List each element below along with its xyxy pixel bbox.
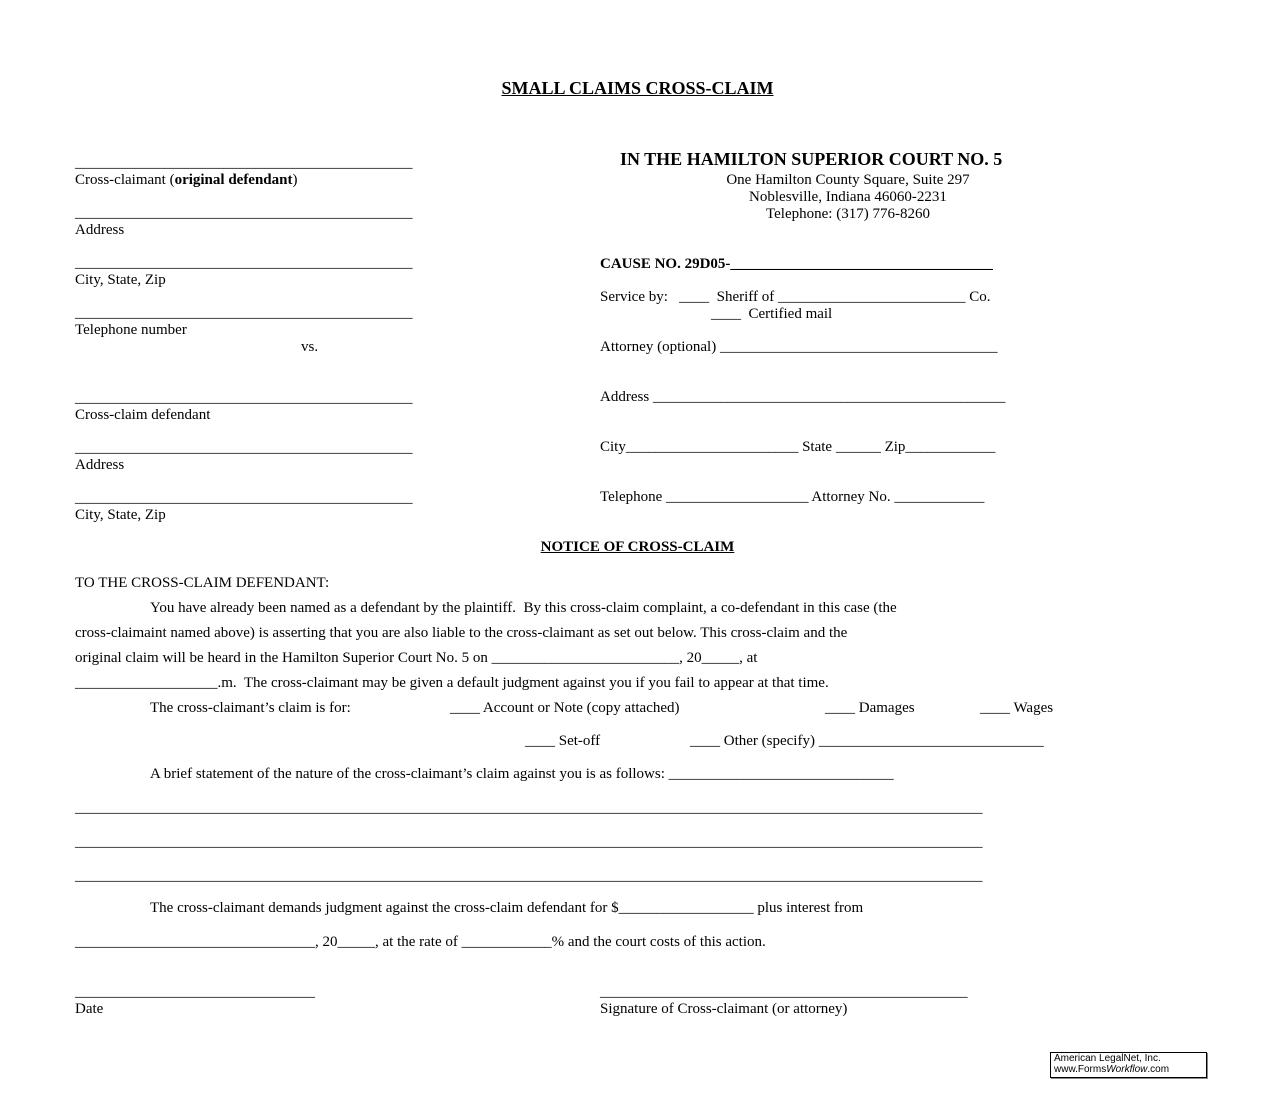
defendant-address-label: Address: [75, 457, 125, 473]
telephone-label: Telephone number: [75, 322, 187, 338]
notice-para-3[interactable]: original claim will be heard in the Hamilton Superior Court No. 5 on _________________________, 20_____, at: [75, 650, 758, 666]
court-name: IN THE HAMILTON SUPERIOR COURT NO. 5: [620, 149, 1003, 169]
logo-line-2: [1054, 1064, 1206, 1075]
option-wages[interactable]: ____ Wages: [980, 700, 1054, 716]
telephone-line[interactable]: _____________________________________________: [75, 305, 413, 321]
statement-line[interactable]: _________________________________________________________________________________________________________________________: [75, 834, 983, 850]
attorney-field[interactable]: Attorney (optional) _____________________________________: [600, 339, 998, 355]
court-phone: Telephone: (317) 776-8260: [766, 206, 930, 222]
option-damages[interactable]: ____ Damages: [825, 700, 915, 716]
defendant-line[interactable]: _____________________________________________: [75, 390, 413, 406]
signature-line[interactable]: _________________________________________________: [600, 984, 968, 1000]
notice-para-1: You have already been named as a defendant by the plaintiff. By this cross-claim complaint, a co-defendant in this case (the: [150, 600, 897, 616]
option-account[interactable]: ____ Account or Note (copy attached): [450, 700, 680, 716]
signature-label: Signature of Cross-claimant (or attorney): [600, 1001, 848, 1017]
date-line[interactable]: ________________________________: [75, 984, 315, 1000]
american-legalnet-logo: [1050, 1052, 1207, 1078]
logo-text: .com: [1147, 1064, 1170, 1075]
notice-to: TO THE CROSS-CLAIM DEFENDANT:: [75, 575, 330, 591]
cross-claimant-label: [75, 172, 298, 189]
claim-for-label: The cross-claimant’s claim is for:: [150, 700, 351, 716]
service-sheriff-field[interactable]: Service by: ____ Sheriff of _________________________ Co.: [600, 289, 991, 305]
label-bold: original defendant: [174, 172, 293, 188]
address-label: Address: [75, 222, 125, 238]
vs-label: vs.: [301, 339, 319, 355]
notice-para-4[interactable]: ___________________.m. The cross-claimant may be given a default judgment against you if you fail to appear at that time.: [75, 675, 829, 691]
notice-heading: NOTICE OF CROSS-CLAIM: [540, 539, 735, 555]
logo-text: Workflow: [1106, 1064, 1148, 1075]
demands-text[interactable]: The cross-claimant demands judgment against the cross-claim defendant for $__________________ plus interest from: [150, 900, 864, 916]
cause-number-field[interactable]: CAUSE NO. 29D05-___________________________________: [600, 256, 993, 272]
defendant-address-line[interactable]: _____________________________________________: [75, 440, 413, 456]
defendant-city-label: City, State, Zip: [75, 507, 166, 523]
label-text: ): [292, 172, 298, 188]
court-address-1: One Hamilton County Square, Suite 297: [726, 172, 970, 188]
notice-para-2: cross-claimaint named above) is asserting that you are also liable to the cross-claimant as set out below. This cross-claim and the: [75, 625, 848, 641]
option-setoff[interactable]: ____ Set-off: [525, 733, 601, 749]
cross-claimant-line[interactable]: _____________________________________________: [75, 155, 413, 171]
statement-line[interactable]: _________________________________________________________________________________________________________________________: [75, 800, 983, 816]
city-label: City, State, Zip: [75, 272, 166, 288]
rate-text[interactable]: ________________________________, 20_____, at the rate of ____________% and the court costs of this action.: [75, 934, 766, 950]
address-line[interactable]: _____________________________________________: [75, 205, 413, 221]
attorney-telephone-field[interactable]: Telephone ___________________ Attorney No. ____________: [600, 489, 985, 505]
service-certified-field[interactable]: ____ Certified mail: [711, 306, 833, 322]
brief-statement[interactable]: A brief statement of the nature of the cross-claimant’s claim against you is as follows: ______________________________: [150, 766, 894, 782]
court-address-2: Noblesville, Indiana 46060-2231: [749, 189, 947, 205]
attorney-city-field[interactable]: City_______________________ State ______ Zip____________: [600, 439, 996, 455]
statement-line[interactable]: _________________________________________________________________________________________________________________________: [75, 868, 983, 884]
logo-text: www.Forms: [1054, 1064, 1107, 1075]
form-title: SMALL CLAIMS CROSS-CLAIM: [501, 78, 774, 98]
defendant-city-line[interactable]: _____________________________________________: [75, 490, 413, 506]
city-line[interactable]: _____________________________________________: [75, 255, 413, 271]
defendant-label: Cross-claim defendant: [75, 407, 211, 423]
attorney-address-field[interactable]: Address _______________________________________________: [600, 389, 1006, 405]
logo-line-1: American LegalNet, Inc.: [1054, 1053, 1161, 1064]
label-text: Cross-claimant (: [75, 172, 175, 188]
option-other[interactable]: ____ Other (specify) ______________________________: [690, 733, 1044, 749]
date-label: Date: [75, 1001, 104, 1017]
